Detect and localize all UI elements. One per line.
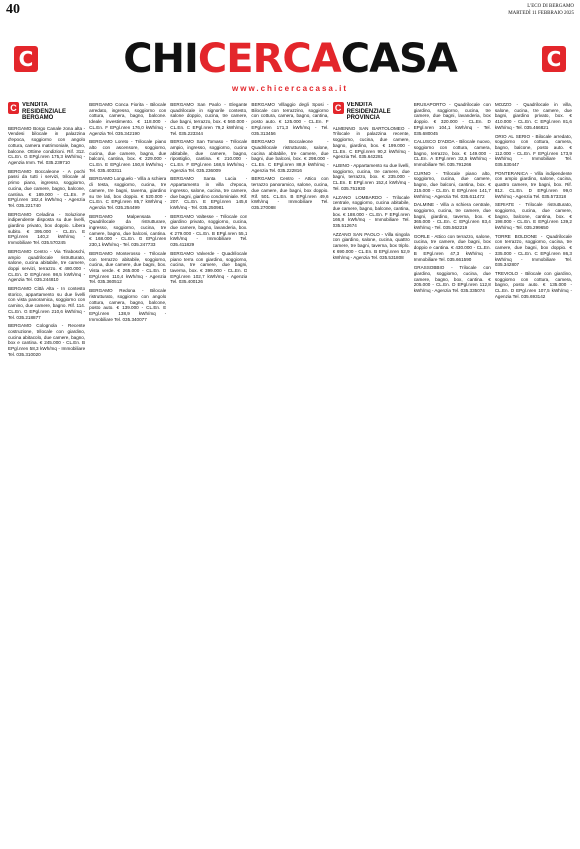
listing: BERGAMO Santa Lucia - Appartamento in villa d'epoca, ingresso, salone, cucina, tre camere, due bagni, giardino condominiale. Rif. 207. CL.En. E EPgl.nren 145,6 kWh/mq - Tel. 035.250981 bbox=[170, 176, 248, 210]
listing: DALMINE - Villa a schiera centrale, soggiorno, cucina, tre camere, due bagni, giardino, taverna, box. € 365.000 - CL.En. C EPgl.nren 83,4 kWh/mq - Tel. 035.562219 bbox=[413, 202, 491, 231]
listing: CALUSCO D'ADDA - Bilocale nuovo, soggiorno con cottura, camera, bagno, terrazzo, box. € 149.000 - CL.En. A EPgl.nren 32,5 kWh/mq - Immobiliare Tel. 035.791266 bbox=[413, 139, 491, 168]
listing: AZZANO SAN PAOLO - Villa singola con giardino, salone, cucina, quattro camere, tre bagni, taverna, box triplo. € 690.000 - CL.En. B EPgl.nren 52,9 kWh/mq - Agenzia Tel. 035.531808 bbox=[332, 231, 410, 260]
listing: BERGAMO Città Alta - In contesto storico, appartamento su due livelli con vista panoramica, soggiorno con camino, due camere, bagno. Rif. 114. CL.En. G EPgl.nren 210,6 kWh/mq - Tel. 035.218877 bbox=[8, 286, 86, 320]
publication-name: L'ECO DI BERGAMO bbox=[527, 4, 574, 9]
listings-columns bbox=[8, 102, 572, 842]
listing: BERGAMO Malpensata - Quadrilocale da ristrutturare, ingresso, soggiorno, cucina, tre camere, bagno, due balconi, cantina. € 168.000 - CL.En. G EPgl.nren 230,1 kWh/mq - Tel. 035.247733 bbox=[89, 213, 167, 248]
section-city-line3: BERGAMO bbox=[22, 115, 54, 122]
listing: BERGAMO Loreto - Trilocale piano alto con ascensore, soggiorno, cucina, due camere, bagno, due balconi, cantina, box. € 229.000 - CL.En. E EPgl.nren 150,8 kWh/mq - Tel. 035.403311 bbox=[89, 139, 167, 173]
listing: BRUSAPORTO - Quadrilocale con giardino, soggiorno, cucina, tre camere, due bagni, lavanderia, box doppio. € 320.000 - CL.En. D EPgl.nren 104,1 kWh/mq - Tel. 035.680045 bbox=[413, 102, 491, 136]
c-logo-icon: C bbox=[333, 102, 344, 114]
listing: ALMENNO SAN BARTOLOMEO - Trilocale in palazzina recente, soggiorno, cucina, due camere, bagno, giardino, box. € 199.000 - CL.En. C EPgl.nren 90,2 kWh/mq - Agenzia Tel. 035.642281 bbox=[332, 125, 410, 160]
listing: TREVIOLO - Bilocale con giardino, soggiorno con cottura, camera, bagno, posto auto. € 135.000 - CL.En. D EPgl.nren 107,5 kWh/mq - Agenzia Tel. 035.693142 bbox=[494, 270, 572, 299]
masthead-title bbox=[0, 38, 580, 80]
c-logo-icon: C bbox=[8, 102, 19, 114]
section-province-line3: PROVINCIA bbox=[346, 115, 380, 122]
listing: BERGAMO Monterosso - Trilocale con terrazzo abitabile, soggiorno, cucina, due camere, due bagni, box. Vista verde. € 265.000 - CL.En. D EPgl.nren 110,4 kWh/mq - Agenzia Tel. 035.360512 bbox=[89, 250, 167, 285]
listing: BERGAMO San Tomaso - Trilocale ampio, ingresso, soggiorno, cucina abitabile, due camere, bagno, ripostiglio, cantina. € 210.000 - CL.En. F EPgl.nren 168,5 kWh/mq - Agenzia Tel. 035.236009 bbox=[170, 139, 248, 173]
section-province-line1: VENDITA bbox=[346, 102, 373, 108]
listing: GRASSOBBIO - Trilocale con giardino, soggiorno, cucina, due camere, bagno, box, cantina. € 205.000 - CL.En. D EPgl.nren 112,8 kWh/mq - Agenzia Tel. 035.335074 bbox=[413, 265, 491, 294]
listing: BERGAMO San Paolo - Elegante quadrilocale in signorile contesto, salone doppio, cucina, tre camere, due bagni, terrazzo, box. € 560.000 - CL.En. C EPgl.nren 79,2 kWh/mq - Tel. 035.223344 bbox=[170, 102, 248, 136]
masthead-header bbox=[0, 14, 580, 98]
listing: CURNO - Trilocale piano alto, soggiorno, cucina, due camere, bagno, due balconi, cantina, box. € 215.000 - CL.En. E EPgl.nren 141,7 kWh/mq - Agenzia Tel. 035.611472 bbox=[413, 170, 491, 199]
listing: BERGAMO Boccaleone - Quadrilocale ristrutturato, salone, cucina abitabile, tre camere, due bagni, due balconi, box. € 298.000 - CL.En. C EPgl.nren 88,9 kWh/mq - Agenzia Tel. 035.222816 bbox=[251, 139, 329, 173]
listing: BERGAMO Valtesse - Trilocale con giardino privato, soggiorno, cucina, due camere, bagno, lavanderia, box. € 279.000 - CL.En. B EPgl.nren 55,1 kWh/mq - Immobiliare Tel. 035.411829 bbox=[170, 213, 248, 248]
listing: TORRE BOLDONE - Quadrilocale con terrazzo, soggiorno, cucina, tre camere, due bagni, box doppio. € 335.000 - CL.En. C EPgl.nren 86,3 kWh/mq - Immobiliare Tel. 035.342807 bbox=[494, 233, 572, 268]
masthead-part-chi: CHI bbox=[123, 36, 198, 82]
listing: BERGAMO Conca Fiorita - Bilocale arredato, ingresso, soggiorno con cottura, camera, bagno, balcone. Ideale investimento. € 118.000 - CL.En. F EPgl.nren 176,0 kWh/mq - Agenzia Tel. 035.342190 bbox=[89, 102, 167, 136]
masthead-part-casa: CASA bbox=[340, 36, 457, 82]
column-5 bbox=[333, 102, 410, 842]
listing: BERGAMO Centro - Attico con terrazzo panoramico, salone, cucina, due camere, due bagni, box doppio. Rif. 501. CL.En. B EPgl.nren 49,6 kWh/mq - Immobiliare Tel. 035.270088 bbox=[251, 176, 329, 210]
section-province bbox=[333, 102, 410, 122]
listing: ORIO AL SERIO - Bilocale arredato, soggiorno con cottura, camera, bagno, balcone, posto auto. € 112.000 - CL.En. F EPgl.nren 173,9 kWh/mq - Immobiliare Tel. 035.530447 bbox=[494, 133, 572, 168]
publication-date: MARTEDÌ 11 FEBBRAIO 2025 bbox=[508, 11, 574, 16]
column-4 bbox=[251, 102, 328, 842]
website-link[interactable]: www.chicercacasa.it bbox=[232, 84, 348, 93]
listing: BERGAMO Redona - Bilocale ristrutturato, soggiorno con angolo cottura, camera, bagno, balcone, posto auto. € 139.000 - CL.En. E EPgl.nren 138,9 kWh/mq - Immobiliare Tel. 035.340077 bbox=[89, 288, 167, 322]
column-7 bbox=[495, 102, 572, 842]
listing: BERGAMO Celadina - Soluzione indipendente disposta su due livelli, giardino privato, box doppio. Libera subito. € 395.000 - CL.En. E EPgl.nren 140,2 kWh/mq - Immobiliare Tel. 035.570245 bbox=[8, 211, 86, 246]
listing: SERIATE - Trilocale ristrutturato, soggiorno, cucina, due camere, bagno, balcone, cantina, box. € 198.000 - CL.En. E EPgl.nren 139,2 kWh/mq - Tel. 035.299650 bbox=[494, 202, 572, 231]
listing: PONTERANICA - Villa indipendente con ampio giardino, salone, cucina, quattro camere, tre bagni, box. Rif. 812. CL.En. D EPgl.nren 99,0 kWh/mq - Agenzia Tel. 035.573318 bbox=[494, 170, 572, 199]
column-6 bbox=[414, 102, 491, 842]
listing: GORLE - Attico con terrazzo, salone, cucina, tre camere, due bagni, box doppio e cantina. € 430.000 - CL.En. B EPgl.nren 47,3 kWh/mq - Immobiliare Tel. 035.661590 bbox=[413, 233, 491, 262]
section-city-line2: RESIDENZIALE bbox=[22, 108, 67, 115]
page-number: 40 bbox=[6, 2, 20, 17]
section-city-line1: VENDITA bbox=[22, 102, 48, 108]
section-city bbox=[8, 102, 85, 122]
column-2 bbox=[89, 102, 166, 842]
listing: BERGAMO Valverde - Quadrilocale piano terra con giardino, soggiorno, cucina, tre camere, due bagni, taverna, box. € 399.000 - CL.En. D EPgl.nren 102,7 kWh/mq - Agenzia Tel. 035.400126 bbox=[170, 250, 248, 285]
listing: BERGAMO Boccaleone - A pochi passi da tutti i servizi, trilocale al primo piano, ingresso, soggiorno, cucina, due camere, bagno, balcone, cantina. € 189.000 - CL.En. F EPgl.nren 182,4 kWh/mq - Agenzia Tel. 035.221740 bbox=[8, 168, 86, 208]
listing: ALZANO LOMBARDO - Trilocale centrale, soggiorno, cucina abitabile, due camere, bagno, balcone, cantina, box. € 188.000 - CL.En. F EPgl.nren 166,8 kWh/mq - Immobiliare Tel. 035.512674 bbox=[332, 194, 410, 229]
listing: BERGAMO Centro - Via Tiraboschi, ampio quadrilocale ristrutturato, salone, cucina abitabile, tre camere, doppi servizi, terrazzo. € 480.000 - CL.En. D EPgl.nren 98,5 kWh/mq - Agenzia Tel. 035.244810 bbox=[8, 248, 86, 283]
listing: BERGAMO Borgo Canale zona alta - Vendesi bilocale in palazzina d'epoca, soggiorno con angolo cottura, camera matrimoniale, bagno, balcone. Ottime condizioni. Rif. 312. CL.En. G EPgl.nren 175,3 kWh/mq - Agenzia Imm. Tel. 035.239710 bbox=[8, 125, 86, 165]
listing: BERGAMO Villaggio degli Sposi - Bilocale con terrazzino, soggiorno con cottura, camera, bagno, cantina, posto auto. € 125.000 - CL.En. F EPgl.nren 171,3 kWh/mq - Tel. 035.313456 bbox=[251, 102, 329, 136]
c-logo-icon: C bbox=[542, 46, 566, 72]
column-1 bbox=[8, 102, 85, 842]
listing: BERGAMO Colognola - Recente costruzione, trilocale con giardino, cucina abitacolo, due camere, bagno, box e cantina. € 245.000 - CL.En. B EPgl.nren 58,3 kWh/mq - Immobiliare Tel. 035.310020 bbox=[8, 323, 86, 357]
section-province-line2: RESIDENZIALE bbox=[346, 108, 391, 115]
masthead-part-cerca: CERCA bbox=[197, 36, 341, 82]
c-logo-icon: C bbox=[14, 46, 38, 72]
listing: BERGAMO Longuelo - Villa a schiera di testa, soggiorno, cucina, tre camere, tre bagni, taverna, giardino su tre lati, box doppio. € 520.000 - CL.En. C EPgl.nren 85,7 kWh/mq - Agenzia Tel. 035.254499 bbox=[89, 176, 167, 210]
listing: ALBINO - Appartamento su due livelli, soggiorno, cucina, tre camere, due bagni, terrazzo, box. € 235.000 - CL.En. E EPgl.nren 152,4 kWh/mq - Tel. 035.751930 bbox=[332, 163, 410, 191]
column-3 bbox=[170, 102, 247, 842]
listing: MOZZO - Quadrilocale in villa, salone, cucina, tre camere, due bagni, giardino privato, box. € 410.000 - CL.En. C EPgl.nren 81,6 kWh/mq - Tel. 035.466821 bbox=[494, 102, 572, 130]
